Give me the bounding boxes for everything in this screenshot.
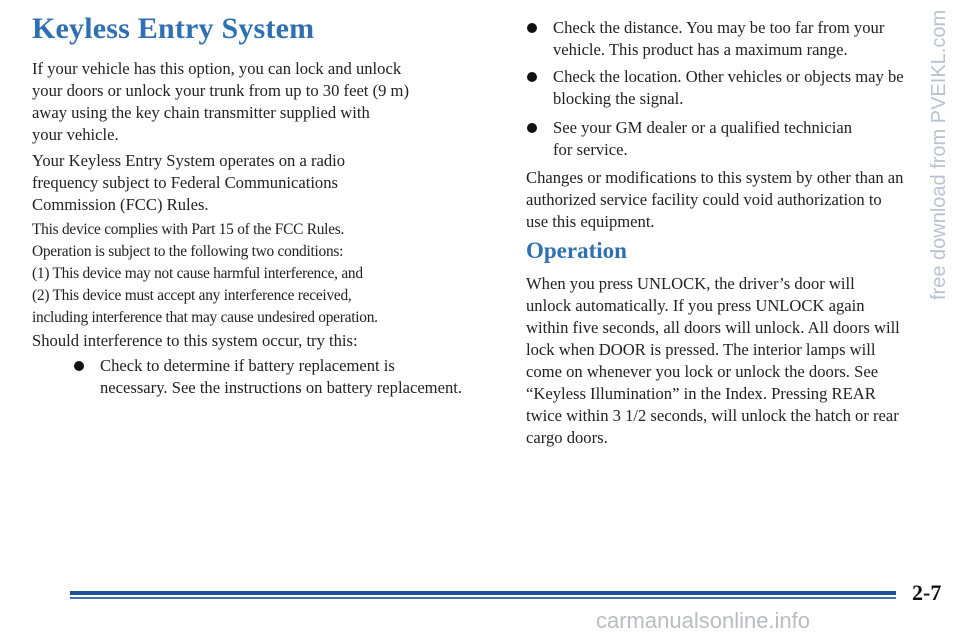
footer-rule <box>70 591 896 595</box>
bullet-location: Check the location. Other vehicles or objects may be blocking the signal. <box>553 66 953 110</box>
bullet-distance: Check the distance. You may be too far from your vehicle. This product has a maximum range. <box>553 17 953 61</box>
paragraph-modifications: Changes or modifications to this system by other than an authorized service facility could void authorization to use this equipment. <box>526 168 904 231</box>
bullet-dot-icon <box>74 361 84 371</box>
bottom-watermark: carmanualsonline.info <box>596 608 811 633</box>
bullet-dot-icon <box>527 23 537 33</box>
section-title: Keyless Entry System <box>32 12 315 45</box>
bullet-battery: Check to determine if battery replacement is necessary. See the instructions on battery replacement. <box>100 355 480 399</box>
bullet-dealer: See your GM dealer or a qualified technician for service. <box>553 117 953 161</box>
footer-rule-thin <box>70 597 896 599</box>
paragraph-interference: Should interference to this system occur, try this: <box>32 331 358 350</box>
paragraph-intro: If your vehicle has this option, you can lock and unlock your doors or unlock your trunk from up to 30 feet (9 m) away using the key chain transmitter supplied with your vehicle. <box>32 59 409 144</box>
operation-heading: Operation <box>526 238 627 263</box>
paragraph-fcc-rules: This device complies with Part 15 of the FCC Rules. Operation is subject to the following two conditions: (1) This device may not cause harmful interference, and (2) This device must accept any interference received, including interference that may cause undesired operation. <box>32 221 378 326</box>
bullet-dot-icon <box>527 123 537 133</box>
paragraph-operation: When you press UNLOCK, the driver’s door will unlock automatically. If you press UNLOCK again within five seconds, all doors will unlock. All doors will lock when DOOR is pressed. The interior lamps will come on whenever you lock or unlock the doors. See “Keyless Illumination” in the Index. Pressing REAR twice within 3 1/2 seconds, will unlock the hatch or rear cargo doors. <box>526 274 900 447</box>
side-watermark: free download from PVEIKL.com <box>928 9 950 300</box>
page-number: 2-7 <box>912 580 942 605</box>
bullet-dot-icon <box>527 72 537 82</box>
paragraph-fcc-frequency: Your Keyless Entry System operates on a radio frequency subject to Federal Communications Commission (FCC) Rules. <box>32 151 346 214</box>
